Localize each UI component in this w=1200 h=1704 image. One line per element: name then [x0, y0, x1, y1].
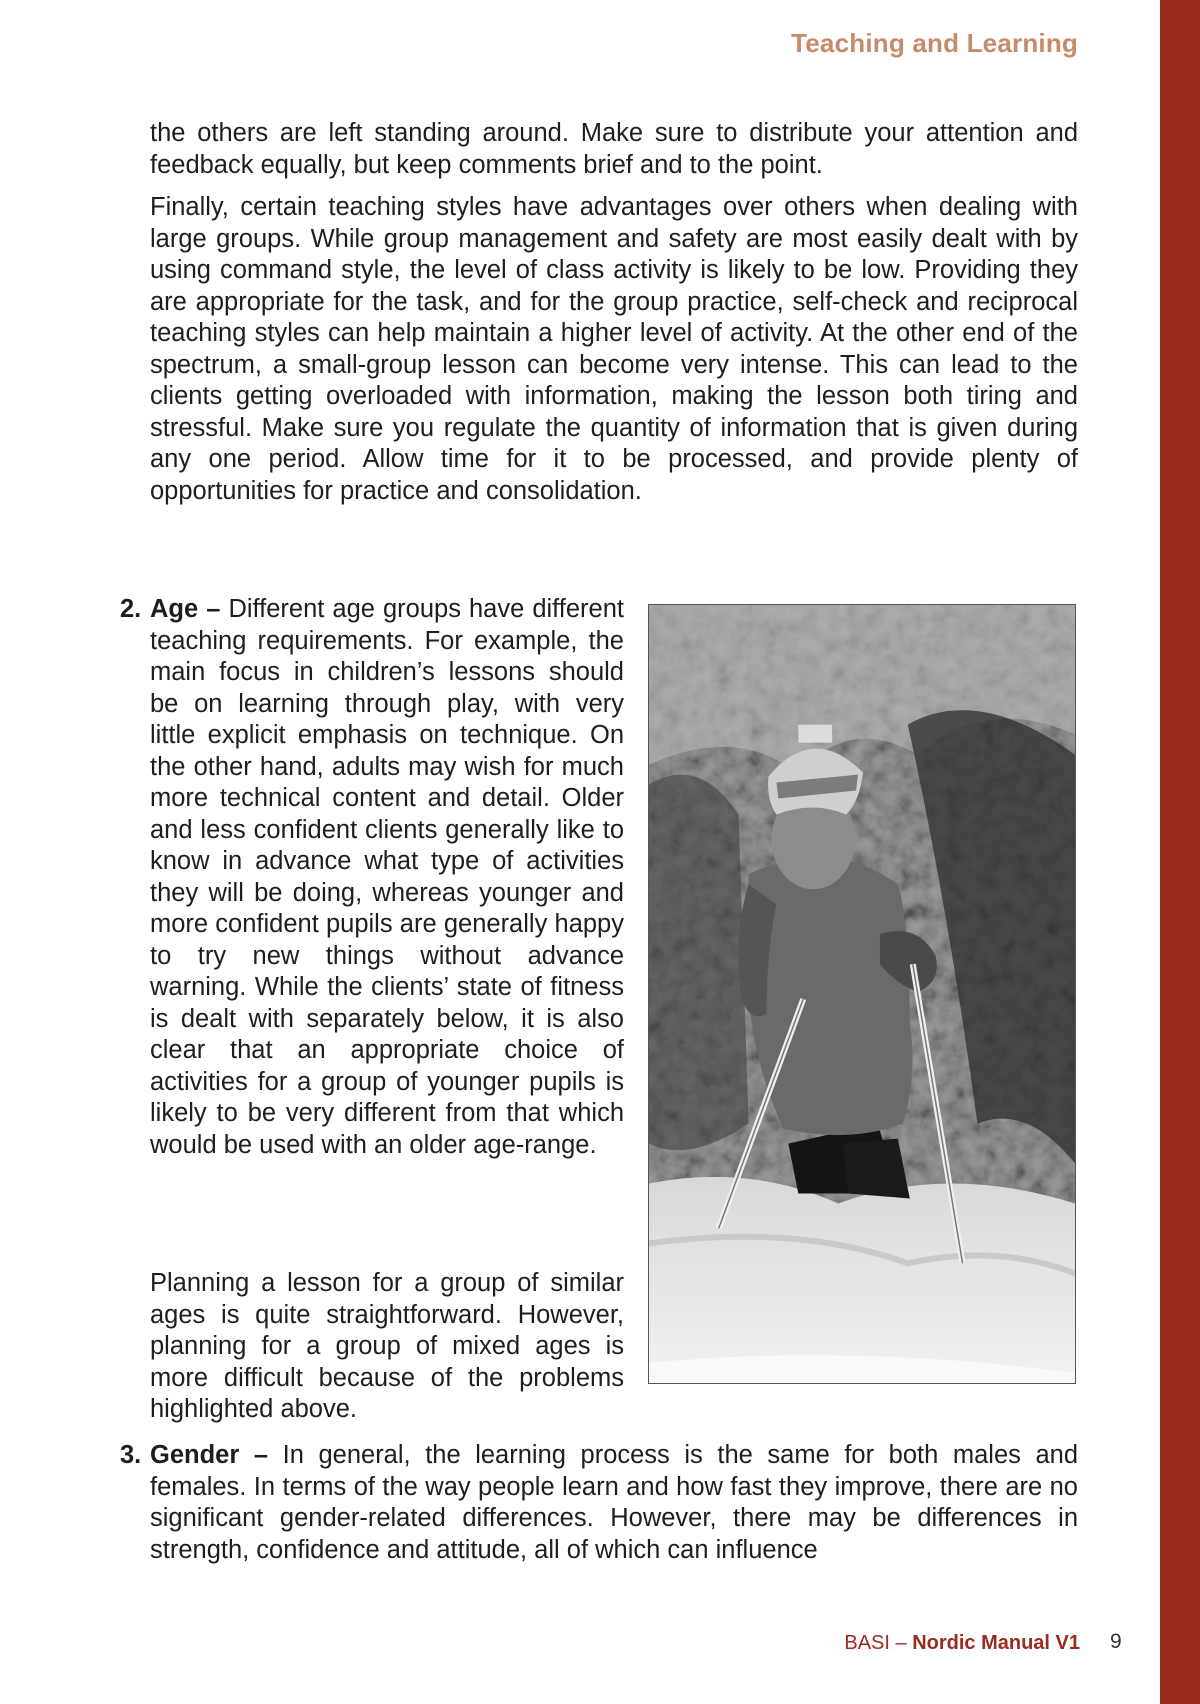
footer-org: BASI – [844, 1632, 913, 1654]
photo-child-skiing-illustration [649, 605, 1075, 1383]
list-number-gender: 3. [120, 1441, 142, 1469]
paragraph-planning: Planning a lesson for a group of similar ages is quite straightforward. However, planning for a group of mixed ages is more difficult because of the problems highlighted above. [150, 1269, 624, 1423]
footer [844, 1632, 1080, 1655]
list-lead-age: Age – [150, 595, 221, 623]
paragraph-teaching-styles: Finally, certain teaching styles have advantages over others when dealing with large groups. While group management and safety are most easily dealt with by using command style, the level of class activity is likely to be low. Providing they are appropriate for the task, and for the group practice, self-check and reciprocal teaching styles can help maintain a higher level of activity. At the other end of the spectrum, a small-group lesson can become very intense. This can lead to the clients getting overloaded with information, making the lesson both tiring and stressful. Make sure you regulate the quantity of information that is given during any one period. Allow time for it to be processed, and provide plenty of opportunities for practice and consolidation. [150, 193, 1078, 505]
list-item-age [120, 594, 624, 1161]
list-text-age: Different age groups have different teaching requirements. For example, the main focus in children’s lessons should be on learning through play, with very little explicit emphasis on technique. On the other hand, adults may wish for much more technical content and detail. Older and less confident clients generally like to know in advance what type of activities they will be doing, whereas younger and more confident pupils are generally happy to try new things without advance warning. While the clients’ state of fitness is dealt with separately below, it is also clear that an appropriate choice of activities for a group of younger pupils is likely to be very different from that which would be used with an older age-range. [150, 595, 624, 1159]
page-number: 9 [1110, 1630, 1122, 1653]
side-color-bar [1160, 0, 1200, 1704]
list-item-gender [120, 1440, 1079, 1566]
list-number-age: 2. [120, 595, 142, 623]
list-text-gender: In general, the learning process is the same for both males and females. In terms of the way people learn and how fast they improve, there are no significant gender-related differences. However, there may be differences in strength, confidence and attitude, all of which can influence [150, 1441, 1079, 1564]
footer-manual-title: Nordic Manual V1 [912, 1632, 1080, 1654]
list-lead-gender: Gender – [150, 1441, 269, 1469]
running-header: Teaching and Learning [791, 28, 1078, 58]
paragraph-continuation: the others are left standing around. Make sure to distribute your attention and feedback equally, but keep comments brief and to the point. [150, 119, 1078, 179]
photo-child-skiing [648, 604, 1076, 1384]
